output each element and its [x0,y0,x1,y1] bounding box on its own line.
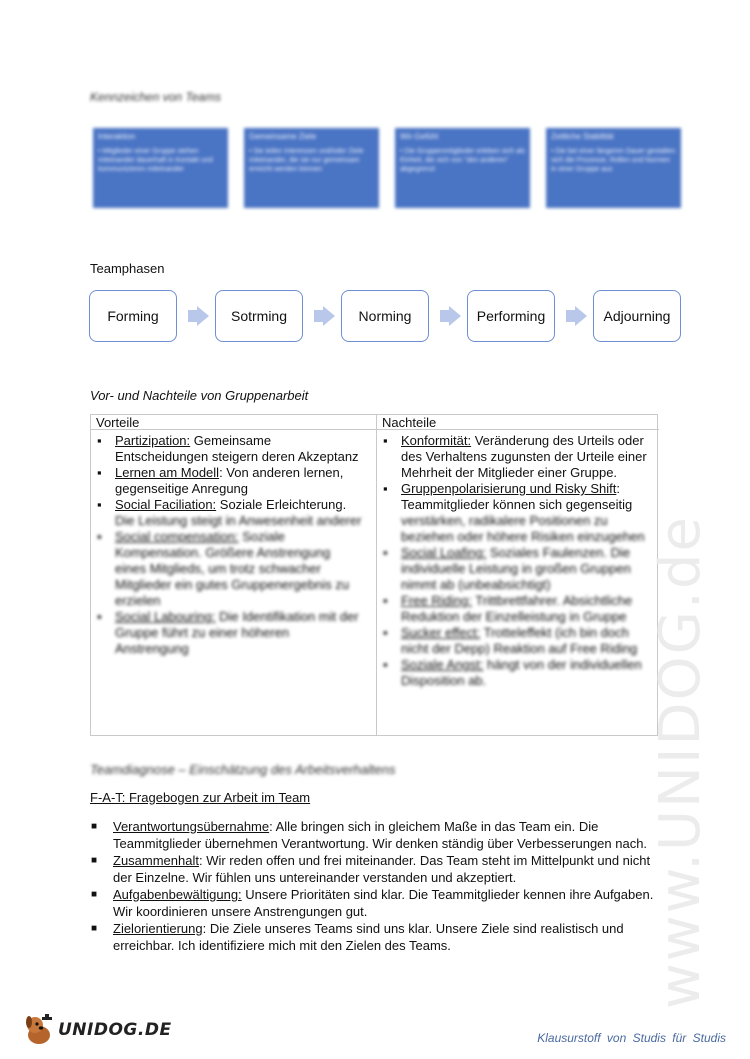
item-text: : Alle bringen sich in gleichem Maße in das Team ein. Die Teammitglieder übernehmen Verantwortung. Wir denken ständig über Verbesserungen nach. [113,819,648,851]
card-body: • Sie teilen Interessen und/oder Ziele miteinander, die sie nur gemeinsam erreicht werden können [249,148,364,173]
phase-storming: Sotrming [215,290,303,342]
term: Gruppenpolarisierung und Risky Shift [401,481,617,496]
term: Social Faciliation: [115,497,217,512]
teamphasen-label: Teamphasen [90,261,165,276]
card-body: • Mitglieder einer Gruppe stehen miteinander dauerhaft in Kontakt und kommunizieren miteinander [98,148,213,173]
fat-title: F-A-T: Fragebogen zur Arbeit im Team [90,790,311,805]
dog-mascot-icon [22,1013,56,1047]
list-item: ▪ Sucker effect: Trotteleffekt (ich bin doch nicht der Depp) Reaktion auf Free Riding [383,625,638,656]
term: Sucker effect: [401,625,481,640]
list-item: ■ Zusammenhalt: Wir reden offen und frei miteinander. Das Team steht im Mittelpunkt und nicht der Einzelne. Wir fühlen uns untereinander verstanden und akzeptiert. [91,853,651,885]
list-item: ▪ Free Riding: Trittbrettfahrer. Absichtliche Reduktion der Einzelleistung in Gruppe [383,593,633,624]
item-text: : Teammitglieder können sich gegenseitig [401,481,633,512]
phase-forming: Forming [89,290,177,342]
item-text: : Von anderen lernen, gegenseitige Anregung [115,465,344,496]
card-body: • Die bei einer längeren Dauer gestalten sich die Prozesse, Rollen und Normen in einer Gruppe aus [551,148,676,173]
card-title: Interaktion [98,132,136,141]
heading-kennzeichen: Kennzeichen von Teams [90,90,221,104]
list-item: ■ Zielorientierung: Die Ziele unseres Teams sind uns klar. Unsere Ziele sind realistisch und erreichbar. Ich identifiziere mich mit den Zielen des Teams. [91,921,624,953]
list-item-continuation [91,513,363,529]
list-item: ▪ Social Faciliation: Soziale Erleichterung. [97,497,347,512]
item-text: hängt von der individuellen Disposition ab. [401,657,642,688]
blurred-content [377,513,649,689]
unidog-logo [22,1013,172,1047]
list-item: ▪ Social Loafing: Soziales Faulenzen. Die individuelle Leistung in großen Gruppen nimmt ab (unbeabsichtigt) [383,545,631,592]
card-interaktion [93,128,228,208]
item-text: Die Identifikation mit der Gruppe führt zu einer höheren Anstrengung [115,609,359,656]
term: Zusammenhalt [113,853,199,868]
nachteile-header: Nachteile [377,415,659,430]
card-title: Wir-Gefühl [400,132,439,141]
blurred-content [91,513,363,657]
item-text: Trotteleffekt (ich bin doch nicht der Depp) Reaktion auf Free Riding [401,625,638,656]
phase-norming: Norming [341,290,429,342]
term: Free Riding: [401,593,472,608]
term: Social Loafing: [401,545,487,560]
term: Partizipation: [115,433,191,448]
phase-adjourning: Adjourning [593,290,681,342]
list-item: ▪ Partizipation: Gemeinsame Entscheidungen steigern deren Akzeptanz [97,433,359,464]
term: Social compensation: [115,529,239,544]
term: Aufgabenbewältigung: [113,887,242,902]
item-text: Soziale Kompensation. Größere Anstrengung eines Mitglieds, um trotz schwacher Mitglieder ein gutes Gruppenergebnis zu erzielen [115,529,350,608]
item-text: : Die Ziele unseres Teams sind uns klar. Unsere Ziele sind realistisch und erreichbar. Ich identifiziere mich mit den Zielen des Teams. [113,921,624,953]
logo-text: UNIDOG.DE [58,1020,172,1040]
vor-nachteile-title: Vor- und Nachteile von Gruppenarbeit [90,388,309,403]
item-text: verstärken, radikalere Positionen zu beziehen oder höhere Risiken einzugehen [401,513,645,544]
item-text: Unsere Prioritäten sind klar. Die Teammitglieder kennen ihre Aufgaben. Wir koordinieren unsere Anstrengungen gut. [113,887,654,919]
item-text: Die Leistung steigt in Anwesenheit anderer [115,513,362,528]
term: Verantwortungsübernahme [113,819,270,834]
card-gemeinsame-ziele [244,128,379,208]
term: Zielorientierung [113,921,203,936]
list-item: ▪ Konformität: Veränderung des Urteils oder des Verhaltens zugunsten der Urteile einer Mehrheit der Mitglieder einer Gruppe. [383,433,647,480]
term: Soziale Angst: [401,657,484,672]
item-text: Gemeinsame Entscheidungen steigern deren Akzeptanz [115,433,359,464]
item-text: Trittbrettfahrer. Absichtliche Reduktion der Einzelleistung in Gruppe [401,593,633,624]
list-item-continuation [377,513,649,545]
vorteile-header: Vorteile [91,415,376,430]
list-item: ▪ Soziale Angst: hängt von der individuellen Disposition ab. [383,657,642,688]
list-item: ▪ Social compensation: Soziale Kompensation. Größere Anstrengung eines Mitglieds, um trotz schwacher Mitglieder ein gutes Gruppenergebnis zu erzielen [97,529,350,608]
heading-teamdiagnose: Teamdiagnose – Einschätzung des Arbeitsverhaltens [90,762,396,777]
card-zeitliche-stabilitaet [546,128,681,208]
list-item: ▪ Social Labouring: Die Identifikation mit der Gruppe führt zu einer höheren Anstrengung [97,609,359,656]
kennzeichen-cards [93,128,683,208]
vorteile-column [91,433,363,657]
phase-performing: Performing [467,290,555,342]
nachteile-column [377,433,649,689]
card-wir-gefuehl [395,128,530,208]
list-item: ■ Aufgabenbewältigung: Unsere Prioritäten sind klar. Die Teammitglieder kennen ihre Aufgaben. Wir koordinieren unsere Anstrengungen gut. [91,887,654,919]
footer-tagline: Klausurstoff von Studis für Studis [537,1031,726,1045]
watermark: www.UNIDOG.de [648,515,713,1009]
vor-nachteile-table [90,414,658,736]
item-text: Soziale Erleichterung. [216,497,347,512]
list-item: ▪ Gruppenpolarisierung und Risky Shift: Teammitglieder können sich gegenseitig [383,481,633,512]
list-item: ■ Verantwortungsübernahme: Alle bringen sich in gleichem Maße in das Team ein. Die Teammitglieder übernehmen Verantwortung. Wir denken ständig über Verbesserungen nach. [91,819,648,851]
term: Konformität: [401,433,472,448]
term: Social Labouring: [115,609,216,624]
list-item: ▪ Lernen am Modell: Von anderen lernen, gegenseitige Anregung [97,465,344,496]
card-body: • Die Gruppenmitglieder erleben sich als Einheit, die sich von "den anderen" abgegrenzt [400,148,526,173]
fat-list [90,818,670,954]
item-text: Veränderung des Urteils oder des Verhaltens zugunsten der Urteile einer Mehrheit der Mitglieder einer Gruppe. [401,433,647,480]
item-text: : Wir reden offen und frei miteinander. Das Team steht im Mittelpunkt und nicht der Einzelne. Wir fühlen uns untereinander verstanden und akzeptiert. [113,853,651,885]
card-title: Zeitliche Stabilität [551,132,614,141]
card-title: Gemeinsame Ziele [249,132,317,141]
term: Lernen am Modell [115,465,220,480]
item-text: Soziales Faulenzen. Die individuelle Leistung in großen Gruppen nimmt ab (unbeabsichtigt) [401,545,631,592]
